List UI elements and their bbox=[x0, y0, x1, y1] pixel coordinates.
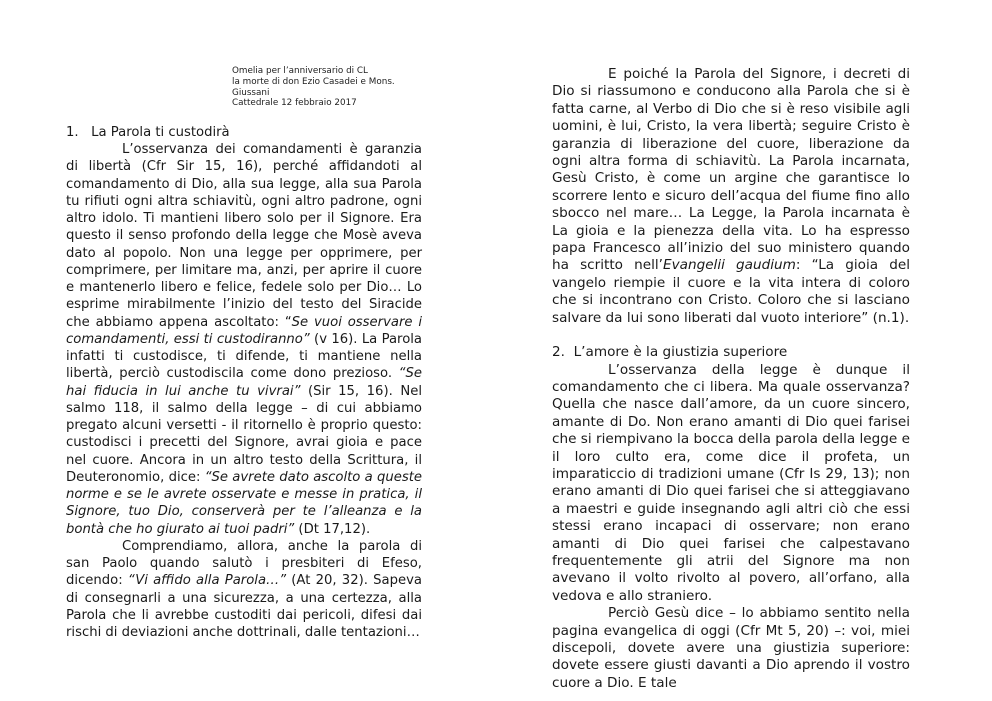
homily-header bbox=[232, 66, 395, 109]
document-title: Evangelii gaudium bbox=[662, 257, 796, 274]
header-line: Omelia per l’anniversario di CL bbox=[232, 66, 368, 76]
text: Comprendiamo, allora, anche la parola di san Paolo quando salutò i presbiteri di Efeso, dicendo: bbox=[66, 538, 422, 589]
section-1-paragraph-1 bbox=[66, 141, 422, 538]
quote-atti: “Vi affido alla Parola…” bbox=[127, 573, 287, 589]
text: (At 20, 32). Sapeva di consegnarli a una sicurezza, a una certezza, alla Parola che li avrebbe custoditi dai pericoli, difesi dai rischi di deviazioni anche dottrinali, dalle tentazioni… bbox=[66, 573, 422, 641]
text: L’osservanza dei comandamenti è garanzia di libertà (Cfr Sir 15, 16), perché affidandoti al comandamento di Dio, alla sua legge, alla sua Parola tu rifiuti ogni altra schiavitù, ogni altro padrone, ogni altro idolo. Ti mantieni libero solo per il Signore. Era questo il senso profondo della legge che Mosè aveva dato al popolo. Non una legge per opprimere, per comprimere, per limitare ma, anzi, per aprire il cuore e mantenerlo libero e felice, fedele solo per Dio… Lo esprime mirabilmente l’inizio del testo del Siracide che abbiamo appena ascoltato: “ bbox=[66, 142, 422, 330]
header-line: la morte di don Ezio Casadei e Mons. bbox=[232, 76, 395, 87]
section-1-paragraph-2 bbox=[66, 538, 422, 642]
section-2-paragraph-1: L’osservanza della legge è dunque il comandamento che ci libera. Ma quale osservanza? Quella che nasce dall’amore, da un cuore sincero, amante di Do. Non erano amanti di Dio quei farisei che si riempivano la bocca della parola della legge e il loro culto era, come dice il profeta, un imparaticcio di tradizioni umane (Cfr Is 29, 13); non erano amanti di Dio quei farisei che si atteggiavano a maestri e guide insegnando agli altri ciò che essi stessi erano incapaci di osservare; non erano amanti di Dio quei farisei che calpestavano frequentemente gli atrii del Signore ma non avevano il volto rivolto al povero, all’orfano, alla vedova e allo straniero. bbox=[552, 361, 910, 604]
quote-siracide-2: “Se hai fiducia in lui anche tu vivrai” bbox=[66, 366, 422, 399]
text: (Sir 15, 16). Nel salmo 118, il salmo della legge – di cui abbiamo pregato alcuni versetti - il ritornello è proprio questo: custodisci i precetti del Signore, avrai gioia e pace nel cuore. Ancora in un altro testo della Scrittura, il Deuteronomio, dice: bbox=[66, 383, 422, 485]
paragraph-gap bbox=[552, 327, 910, 344]
text: (Dt 17,12). bbox=[294, 521, 371, 537]
text: : “La gioia del vangelo riempie il cuore e la vita intera di coloro che si incontrano con Cristo. Coloro che si lasciano salvare da lui sono liberati dal vuoto interiore” (n.1). bbox=[552, 257, 911, 326]
left-column bbox=[66, 124, 422, 641]
quote-siracide: Se vuoi osservare i comandamenti, essi ti custodiranno” bbox=[66, 314, 422, 347]
quote-deuteronomio: “Se avrete dato ascolto a queste norme e se le avrete osservate e messe in pratica, il Signore, tuo Dio, conserverà per te l’alleanza e la bontà che ho giurato ai tuoi padri” bbox=[66, 469, 422, 537]
right-column bbox=[552, 66, 910, 692]
header-line: Cattedrale 12 febbraio 2017 bbox=[232, 98, 357, 109]
text: (v 16). La Parola infatti ti custodisce, ti difende, ti mantiene nella libertà, perciò custodiscila come dono prezioso. bbox=[66, 331, 423, 382]
text: E poiché la Parola del Signore, i decreti di Dio si riassumono e conducono alla Parola che si è fatta carne, al Verbo di Dio che si è reso visibile agli uomini, è lui, Cristo, la vera libertà; seguire Cristo è garanzia di liberazione del cuore, liberazione da ogni altra forma di schiavitù. La Parola incarnata, Gesù Cristo, è come un argine che garantisce lo scorrere lento e sicuro dell’acqua del fiume fino allo sbocco nel mare… La Legge, la Parola incarnata è La gioia e la pienezza della vita. Lo ha espresso papa Francesco all’inizio del suo ministero quando ha scritto nell’ bbox=[552, 66, 910, 274]
section-2-heading: 2. L’amore è la giustizia superiore bbox=[552, 344, 788, 361]
header-line: Giussani bbox=[232, 87, 270, 98]
section-2-paragraph-2: Perciò Gesù dice – lo abbiamo sentito nella pagina evangelica di oggi (Cfr Mt 5, 20) –: voi, miei discepoli, dovete avere una giustizia superiore: dovete essere giusti davanti a Dio aprendo il vostro cuore a Dio. E tale bbox=[552, 605, 910, 691]
right-paragraph-1 bbox=[552, 66, 910, 327]
section-1-heading: 1. La Parola ti custodirà bbox=[66, 125, 230, 140]
